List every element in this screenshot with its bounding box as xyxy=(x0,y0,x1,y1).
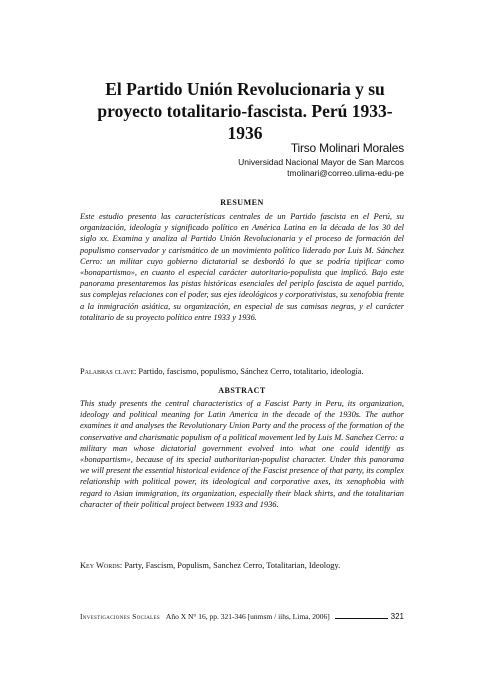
journal-issue: Año X N° 16, pp. 321-346 [unmsm / iihs, Lima, 2006] xyxy=(165,612,330,621)
footer-rule xyxy=(335,618,388,619)
page-number: 321 xyxy=(390,612,404,621)
author-institution: Universidad Nacional Mayor de San Marcos xyxy=(238,157,404,167)
abstract-keywords-label: Key Words: xyxy=(80,561,123,570)
resumen-keywords-label: Palabras clave: xyxy=(80,367,137,376)
abstract-keywords-list: Party, Fascism, Populism, Sanchez Cerro, Totalitarian, Ideology. xyxy=(124,561,341,570)
article-title: El Partido Unión Revolucionaria y su proyecto totalitario-fascista. Perú 1933-1936 xyxy=(97,79,393,143)
abstract-keywords xyxy=(80,560,404,571)
abstract-text: This study presents the central characteristics of a Fascist Party in Peru, its organization, ideology and political meaning for Latin America in the decade of the 1930s. The author examines it and analyses the Revolutionary Union Party and the process of the formation of the conservative and charismatic populism of a political movement led by Luis M. Sanchez Cerro: a military man whose dictatorial government evolved into what one could identify as «bonapartism», because of its special authoritarian-populist character. Under this panorama we will present the essential historical evidence of the Fascist presence of that party, its complex relationship with political power, its ideological and corporative axes, its xenophobia with regard to Asian immigration, its organization, especially their black shirts, and the totalitarian character of their political project between 1933 and 1936. xyxy=(80,399,404,509)
resumen-text: Este estudio presenta las características centrales de un Partido fascista en el Perú, su organización, ideología y significado político en América Latina en la década de los 30 del siglo xx. Examina y analiza al Partido Unión Revolucionaria y el proceso de formación del populismo conservador y carismático de un movimiento político liderado por Luis M. Sánchez Cerro: un militar cuyo gobierno dictatorial se desbordó lo que se podría tipificar como «bonapartismo», en cuanto el especial carácter autoritario-populista que implicó. Bajo este panorama presentaremos las pistas históricas esenciales del periplo fascista de aquel partido, sus complejas relaciones con el poder, sus ejes ideológicos y corporativistas, su xenofobia frente a la inmigración asiática, su organización, en especial de sus camisas negras, y el carácter totalitario de su proyecto político entre 1933 y 1936. xyxy=(80,212,404,322)
resumen-keywords xyxy=(80,366,404,377)
page-footer xyxy=(80,612,404,621)
abstract-heading: ABSTRACT xyxy=(218,386,266,395)
journal-name: Investigaciones Sociales xyxy=(80,612,160,621)
author-name: Tirso Molinari Morales xyxy=(290,141,404,155)
resumen-heading: RESUMEN xyxy=(220,198,264,207)
author-email[interactable]: tmolinari@correo.ulima-edu-pe xyxy=(287,168,404,178)
resumen-keywords-list: Partido, fascismo, populismo, Sánchez Cerro, totalitario, ideología. xyxy=(138,367,364,376)
author-block xyxy=(238,141,404,179)
